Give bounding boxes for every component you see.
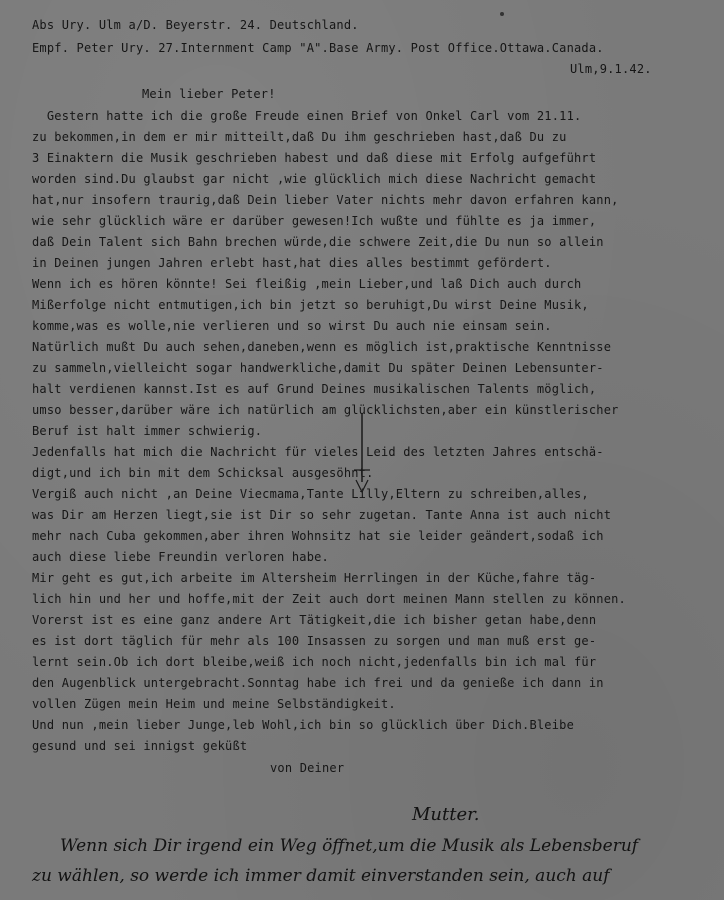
body-line: lernt sein.Ob ich dort bleibe,weiß ich noch nicht,jedenfalls bin ich mal für <box>32 655 597 669</box>
body-line: lich hin und her und hoffe,mit der Zeit auch dort meinen Mann stellen zu können. <box>32 592 626 606</box>
body-line: komme,was es wolle,nie verlieren und so wirst Du auch nie einsam sein. <box>32 319 552 333</box>
body-line: worden sind.Du glaubst gar nicht ,wie glücklich mich diese Nachricht gemacht <box>32 172 597 186</box>
body-line: zu sammeln,vielleicht sogar handwerkliche,damit Du später Deinen Lebensunter- <box>32 361 604 375</box>
body-line: hat,nur insofern traurig,daß Dein lieber Vater nichts mehr davon erfahren kann, <box>32 193 619 207</box>
body-line: Wenn ich es hören könnte! Sei fleißig ,mein Lieber,und laß Dich auch durch <box>32 277 582 291</box>
signature: Mutter. <box>412 804 480 825</box>
body-line: Jedenfalls hat mich die Nachricht für vieles Leid des letzten Jahres entschä- <box>32 445 604 459</box>
body-line: daß Dein Talent sich Bahn brechen würde,die schwere Zeit,die Du nun so allein <box>32 235 604 249</box>
body-line: halt verdienen kannst.Ist es auf Grund Deines musikalischen Talents möglich, <box>32 382 597 396</box>
body-line: Mißerfolge nicht entmutigen,ich bin jetzt so beruhigt,Du wirst Deine Musik, <box>32 298 589 312</box>
body-line: zu bekommen,in dem er mir mitteilt,daß Du ihm geschrieben hast,daß Du zu <box>32 130 567 144</box>
letter-date: Ulm,9.1.42. <box>570 62 652 76</box>
postscript-line: Wenn sich Dir irgend ein Weg öffnet,um die Musik als Lebensberuf <box>60 836 639 856</box>
body-line: mehr nach Cuba gekommen,aber ihren Wohnsitz hat sie leider geändert,sodaß ich <box>32 529 604 543</box>
body-line: umso besser,darüber wäre ich natürlich am glücklichsten,aber ein künstlerischer <box>32 403 619 417</box>
body-line: Und nun ,mein lieber Junge,leb Wohl,ich bin so glücklich über Dich.Bleibe <box>32 718 574 732</box>
body-line: digt,und ich bin mit dem Schicksal ausgesöhnt. <box>32 466 374 480</box>
body-line: Gestern hatte ich die große Freude einen Brief von Onkel Carl vom 21.11. <box>32 109 582 123</box>
body-line: es ist dort täglich für mehr als 100 Insassen zu sorgen und man muß erst ge- <box>32 634 597 648</box>
body-line: Vorerst ist es eine ganz andere Art Tätigkeit,die ich bisher getan habe,denn <box>32 613 597 627</box>
body-line: den Augenblick untergebracht.Sonntag habe ich frei und da genieße ich dann in <box>32 676 604 690</box>
body-line: Mir geht es gut,ich arbeite im Altersheim Herrlingen in der Küche,fahre täg- <box>32 571 597 585</box>
body-line: auch diese liebe Freundin verloren habe. <box>32 550 329 564</box>
salutation: Mein lieber Peter! <box>142 87 276 101</box>
body-line: gesund und sei innigst geküßt <box>32 739 248 753</box>
body-line: in Deinen jungen Jahren erlebt hast,hat dies alles bestimmt gefördert. <box>32 256 552 270</box>
recipient-address: Empf. Peter Ury. 27.Internment Camp "A".Base Army. Post Office.Ottawa.Canada. <box>32 41 604 55</box>
body-line: 3 Einaktern die Musik geschrieben habest und daß diese mit Erfolg aufgeführt <box>32 151 597 165</box>
body-line: wie sehr glücklich wäre er darüber gewesen!Ich wußte und fühlte es ja immer, <box>32 214 597 228</box>
body-line: vollen Zügen mein Heim und meine Selbständigkeit. <box>32 697 396 711</box>
ink-speck <box>500 12 504 16</box>
body-line: was Dir am Herzen liegt,sie ist Dir so sehr zugetan. Tante Anna ist auch nicht <box>32 508 612 522</box>
sender-address: Abs Ury. Ulm a/D. Beyerstr. 24. Deutschland. <box>32 18 359 32</box>
body-line: Beruf ist halt immer schwierig. <box>32 424 263 438</box>
closing: von Deiner <box>270 761 345 775</box>
pencil-mark <box>352 412 372 508</box>
postscript-line: zu wählen, so werde ich immer damit einverstanden sein, auch auf <box>32 866 610 886</box>
body-line: Natürlich mußt Du auch sehen,daneben,wenn es möglich ist,praktische Kenntnisse <box>32 340 612 354</box>
body-line: Vergiß auch nicht ,an Deine Viecmama,Tante Lilly,Eltern zu schreiben,alles, <box>32 487 589 501</box>
